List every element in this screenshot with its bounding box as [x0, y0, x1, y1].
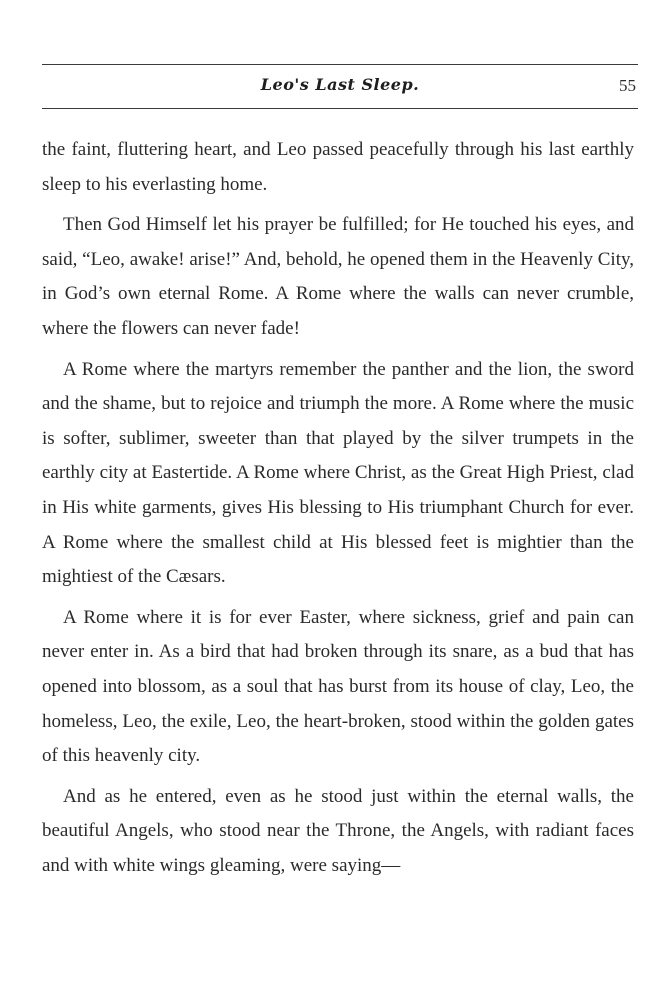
paragraph-3: A Rome where the martyrs remember the panther and the lion, the sword and the shame, but to rejoice and triumph the more. A Rome where the music is softer, sublimer, sweeter than that played by the silver trumpets in the earthly city at Eastertide. A Rome where Christ, as the Great High Priest, clad in His white garments, gives His blessing to His triumphant Church for ever. A Rome where the smallest child at His blessed feet is mightier than the mightiest of the Cæsars.	[42, 358, 634, 588]
header-top-rule	[42, 64, 638, 65]
header-bottom-rule	[42, 108, 638, 109]
body-text	[42, 133, 634, 889]
paragraph-1: the faint, fluttering heart, and Leo passed peacefully through his last earthly sleep to his everlasting home.	[42, 139, 634, 195]
page-number: 55	[619, 76, 636, 95]
paragraph-4: A Rome where it is for ever Easter, where sickness, grief and pain can never enter in. As a bird that had broken through its snare, as a bud that has opened into blossom, as a soul that has burst from its house of clay, Leo, the homeless, Leo, the exile, Leo, the heart-broken, stood within the golden gates of this heavenly city.	[42, 606, 634, 767]
running-title: Leo's Last Sleep.	[260, 75, 420, 94]
paragraph-2: Then God Himself let his prayer be fulfilled; for He touched his eyes, and said, “Leo, awake! arise!” And, behold, he opened them in the Heavenly City, in God’s own eternal Rome. A Rome where the walls can never crumble, where the flowers can never fade!	[42, 214, 634, 339]
running-head	[42, 71, 638, 105]
paragraph-5: And as he entered, even as he stood just within the eternal walls, the beautiful Angels, who stood near the Throne, the Angels, with radiant faces and with white wings gleaming, were saying—	[42, 785, 634, 876]
